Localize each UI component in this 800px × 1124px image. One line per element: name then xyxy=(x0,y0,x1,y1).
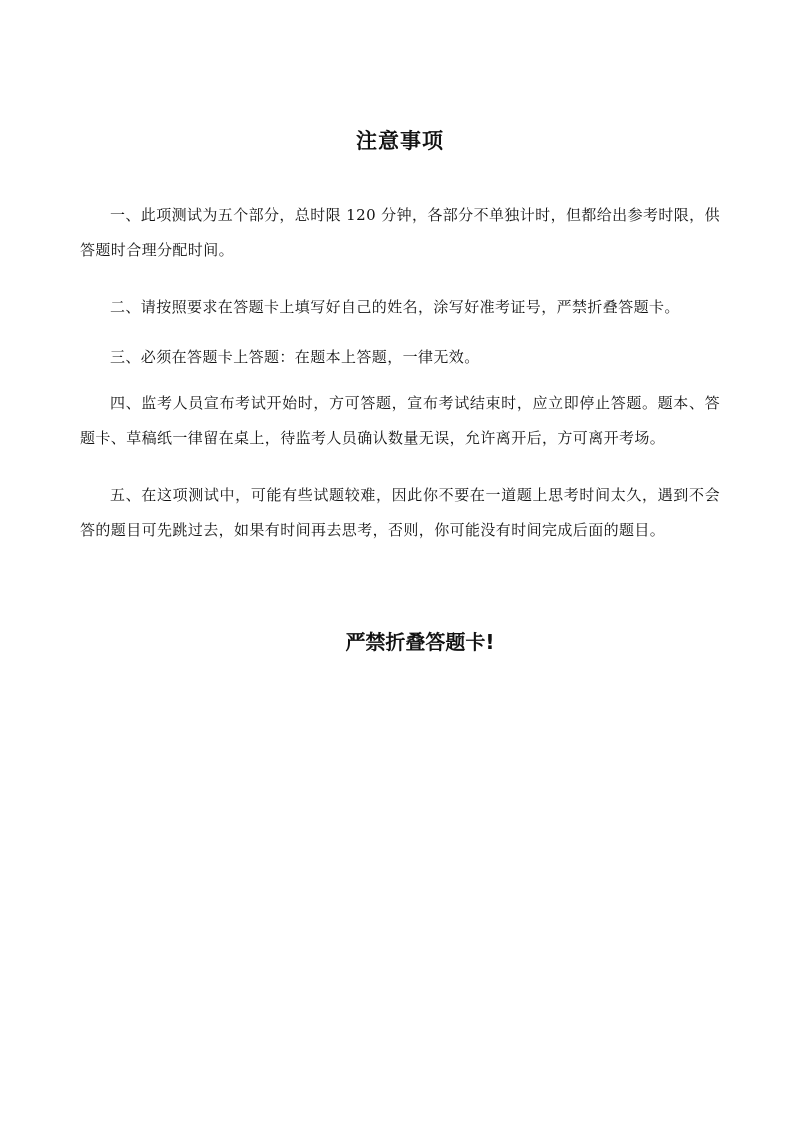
notice-item-1: 一、此项测试为五个部分，总时限 120 分钟，各部分不单独计时，但都给出参考时限，供答题时合理分配时间。 xyxy=(80,206,720,259)
notice-item-2: 二、请按照要求在答题卡上填写好自己的姓名，涂写好准考证号，严禁折叠答题卡。 xyxy=(110,298,680,316)
notice-item-5: 五、在这项测试中，可能有些试题较难，因此你不要在一道题上思考时间太久，遇到不会答的题目可先跳过去，如果有时间再去思考，否则，你可能没有时间完成后面的题目。 xyxy=(80,486,720,539)
folding-warning: 严禁折叠答题卡! xyxy=(345,630,495,654)
page-title: 注意事项 xyxy=(356,129,444,153)
notice-item-3: 三、必须在答题卡上答题：在题本上答题，一律无效。 xyxy=(110,348,480,366)
notice-item-4: 四、监考人员宣布考试开始时，方可答题，宣布考试结束时，应立即停止答题。题本、答题卡、草稿纸一律留在桌上，待监考人员确认数量无误，允许离开后，方可离开考场。 xyxy=(80,394,720,447)
